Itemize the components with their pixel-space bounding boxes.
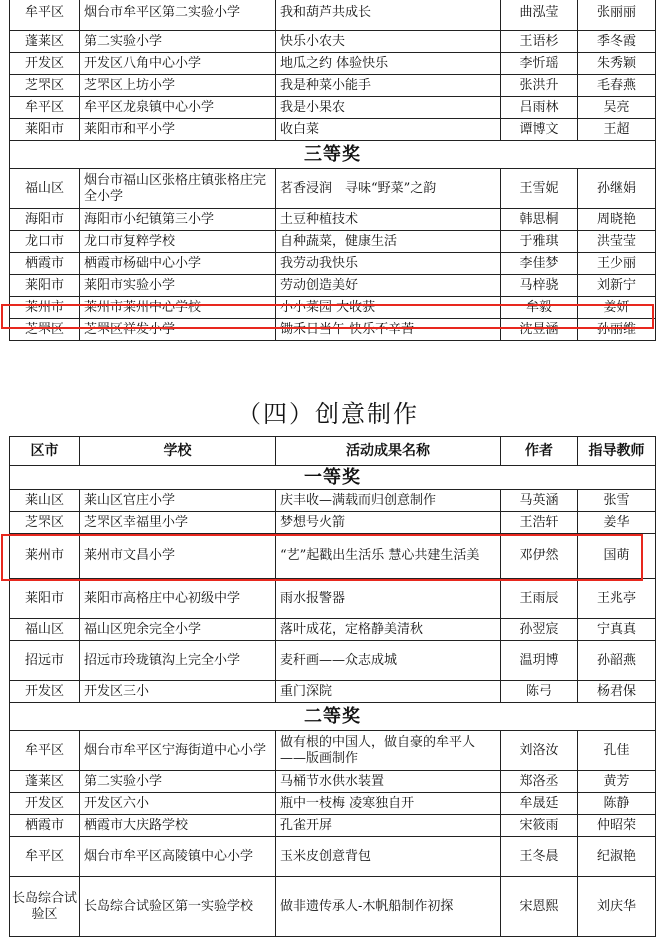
header-district: 区市: [10, 437, 80, 466]
teacher-cell: 王超: [578, 119, 656, 141]
district-cell: 开发区: [10, 793, 80, 815]
table-row: [10, 771, 656, 793]
table-row: [10, 319, 656, 341]
school-cell: 第二实验小学: [80, 771, 276, 793]
teacher-cell: 王兆亭: [578, 579, 656, 619]
author-cell: 温玥博: [501, 641, 578, 681]
title-cell: 落叶成花，定格静美清秋: [276, 619, 501, 641]
table-row: [10, 253, 656, 275]
title-cell: 梦想号火箭: [276, 512, 501, 534]
header-author: 作者: [501, 437, 578, 466]
author-cell: 张洪升: [501, 75, 578, 97]
teacher-cell: 张雪: [578, 490, 656, 512]
district-cell: 莱州市: [10, 534, 80, 579]
section-title: （四）创意制作: [237, 400, 419, 428]
table-row: [10, 490, 656, 512]
teacher-cell: 姜妍: [578, 297, 656, 319]
teacher-cell: 宁真真: [578, 619, 656, 641]
district-cell: 牟平区: [10, 97, 80, 119]
awards-table-creative: [9, 436, 656, 937]
table-row: [10, 119, 656, 141]
district-cell: 莱州市: [10, 297, 80, 319]
district-cell: 莱阳市: [10, 119, 80, 141]
title-cell: 重门深院: [276, 681, 501, 703]
school-cell: 牟平区龙泉镇中心小学: [80, 97, 276, 119]
school-cell: 莱州市莱州中心学校: [80, 297, 276, 319]
table-row: [10, 297, 656, 319]
title-cell: 瓶中一枝梅 凌寒独自开: [276, 793, 501, 815]
school-cell: 海阳市小纪镇第三小学: [80, 209, 276, 231]
table-row: [10, 209, 656, 231]
title-cell: 孔雀开屏: [276, 815, 501, 837]
author-cell: 王浩轩: [501, 512, 578, 534]
table-row: [10, 534, 656, 579]
award-section-row: [10, 703, 656, 731]
table-row: [10, 837, 656, 877]
district-cell: 蓬莱区: [10, 771, 80, 793]
author-cell: 陈弓: [501, 681, 578, 703]
teacher-cell: 孙丽维: [578, 319, 656, 341]
author-cell: 于雅琪: [501, 231, 578, 253]
district-cell: 牟平区: [10, 837, 80, 877]
teacher-cell: 朱秀颖: [578, 53, 656, 75]
school-cell: 开发区三小: [80, 681, 276, 703]
teacher-cell: 季冬霞: [578, 31, 656, 53]
teacher-cell: 周晓艳: [578, 209, 656, 231]
district-cell: 福山区: [10, 169, 80, 209]
teacher-cell: 杨君保: [578, 681, 656, 703]
district-cell: 芝罘区: [10, 319, 80, 341]
table-row: [10, 169, 656, 209]
header-title: 活动成果名称: [276, 437, 501, 466]
district-cell: 芝罘区: [10, 75, 80, 97]
school-cell: 烟台市牟平区高陵镇中心小学: [80, 837, 276, 877]
author-cell: 韩思桐: [501, 209, 578, 231]
author-cell: 孙翌宸: [501, 619, 578, 641]
teacher-cell: 孙继娟: [578, 169, 656, 209]
title-cell: 我是种菜小能手: [276, 75, 501, 97]
table-row: [10, 681, 656, 703]
author-cell: 王冬晨: [501, 837, 578, 877]
teacher-cell: 吴亮: [578, 97, 656, 119]
district-cell: 莱阳市: [10, 275, 80, 297]
title-cell: 小小菜园 大收获: [276, 297, 501, 319]
title-cell: 茗香浸润 寻味“野菜”之韵: [276, 169, 501, 209]
author-cell: 王雪妮: [501, 169, 578, 209]
table-row: [10, 877, 656, 937]
title-cell: 雨水报警器: [276, 579, 501, 619]
teacher-cell: 孙韶燕: [578, 641, 656, 681]
district-cell: 开发区: [10, 681, 80, 703]
award-level-label: 二等奖: [10, 703, 656, 731]
teacher-cell: 毛春燕: [578, 75, 656, 97]
school-cell: 莱阳市实验小学: [80, 275, 276, 297]
award-level-label: 三等奖: [10, 141, 656, 169]
table-row: [10, 275, 656, 297]
teacher-cell: 洪莹莹: [578, 231, 656, 253]
author-cell: 郑洛丞: [501, 771, 578, 793]
district-cell: 龙口市: [10, 231, 80, 253]
table-row: [10, 641, 656, 681]
author-cell: 曲泓莹: [501, 0, 578, 31]
author-cell: 谭博文: [501, 119, 578, 141]
header-teacher: 指导教师: [578, 437, 656, 466]
title-cell: 收白菜: [276, 119, 501, 141]
school-cell: 开发区八角中心小学: [80, 53, 276, 75]
table-row: [10, 731, 656, 771]
teacher-cell: 黄芳: [578, 771, 656, 793]
author-cell: 李忻瑶: [501, 53, 578, 75]
header-school: 学校: [80, 437, 276, 466]
school-cell: 栖霞市杨础中心小学: [80, 253, 276, 275]
table-row: [10, 53, 656, 75]
author-cell: 刘洛汝: [501, 731, 578, 771]
table-row: [10, 231, 656, 253]
title-cell: 做非遗传承人-木帆船制作初探: [276, 877, 501, 937]
table-row: [10, 31, 656, 53]
district-cell: 莱山区: [10, 490, 80, 512]
district-cell: 福山区: [10, 619, 80, 641]
district-cell: 海阳市: [10, 209, 80, 231]
table-row: [10, 0, 656, 31]
table-header-row: [10, 437, 656, 466]
award-section-row: [10, 466, 656, 490]
teacher-cell: 姜华: [578, 512, 656, 534]
table-row: [10, 815, 656, 837]
author-cell: 牟毅: [501, 297, 578, 319]
title-cell: 庆丰收—满载而归创意制作: [276, 490, 501, 512]
table-row: [10, 579, 656, 619]
title-cell: 锄禾日当午 快乐不辛苦: [276, 319, 501, 341]
title-cell: 土豆种植技术: [276, 209, 501, 231]
table-row: [10, 512, 656, 534]
teacher-cell: 国萌: [578, 534, 656, 579]
award-section-row: [10, 141, 656, 169]
school-cell: 长岛综合试验区第一实验学校: [80, 877, 276, 937]
title-cell: 麦秆画——众志成城: [276, 641, 501, 681]
awards-table-top: [9, 0, 656, 341]
author-cell: 宋筱雨: [501, 815, 578, 837]
title-cell: 马桶节水供水装置: [276, 771, 501, 793]
teacher-cell: 仲昭荣: [578, 815, 656, 837]
author-cell: 王雨辰: [501, 579, 578, 619]
teacher-cell: 刘庆华: [578, 877, 656, 937]
school-cell: 芝罘区幸福里小学: [80, 512, 276, 534]
school-cell: 龙口市复粹学校: [80, 231, 276, 253]
title-cell: 我和葫芦共成长: [276, 0, 501, 31]
teacher-cell: 张丽丽: [578, 0, 656, 31]
school-cell: 莱州市文昌小学: [80, 534, 276, 579]
award-level-label: 一等奖: [10, 466, 656, 490]
author-cell: 吕雨林: [501, 97, 578, 119]
district-cell: 栖霞市: [10, 253, 80, 275]
school-cell: 烟台市牟平区第二实验小学: [80, 0, 276, 31]
table-row: [10, 97, 656, 119]
district-cell: 长岛综合试验区: [10, 877, 80, 937]
teacher-cell: 王少丽: [578, 253, 656, 275]
district-cell: 开发区: [10, 53, 80, 75]
author-cell: 马英涵: [501, 490, 578, 512]
title-cell: 快乐小农夫: [276, 31, 501, 53]
title-cell: 劳动创造美好: [276, 275, 501, 297]
title-cell: “艺”起戳出生活乐 慧心共建生活美: [276, 534, 501, 579]
teacher-cell: 刘新宁: [578, 275, 656, 297]
school-cell: 招远市玲珑镇沟上完全小学: [80, 641, 276, 681]
school-cell: 芝罘区祥发小学: [80, 319, 276, 341]
school-cell: 第二实验小学: [80, 31, 276, 53]
school-cell: 芝罘区上坊小学: [80, 75, 276, 97]
teacher-cell: 纪淑艳: [578, 837, 656, 877]
title-cell: 我劳动我快乐: [276, 253, 501, 275]
district-cell: 招远市: [10, 641, 80, 681]
author-cell: 李佳梦: [501, 253, 578, 275]
district-cell: 牟平区: [10, 731, 80, 771]
district-cell: 栖霞市: [10, 815, 80, 837]
school-cell: 莱山区官庄小学: [80, 490, 276, 512]
school-cell: 烟台市福山区张格庄镇张格庄完全小学: [80, 169, 276, 209]
author-cell: 马梓骁: [501, 275, 578, 297]
author-cell: 王语杉: [501, 31, 578, 53]
table-row: [10, 793, 656, 815]
title-cell: 地瓜之约 体验快乐: [276, 53, 501, 75]
district-cell: 蓬莱区: [10, 31, 80, 53]
school-cell: 福山区兜余完全小学: [80, 619, 276, 641]
school-cell: 栖霞市大庆路学校: [80, 815, 276, 837]
district-cell: 芝罘区: [10, 512, 80, 534]
title-cell: 做有根的中国人，做自豪的牟平人——版画制作: [276, 731, 501, 771]
district-cell: 莱阳市: [10, 579, 80, 619]
author-cell: 牟晟廷: [501, 793, 578, 815]
title-cell: 玉米皮创意背包: [276, 837, 501, 877]
author-cell: 沈昱涵: [501, 319, 578, 341]
teacher-cell: 孔佳: [578, 731, 656, 771]
table-row: [10, 619, 656, 641]
school-cell: 开发区六小: [80, 793, 276, 815]
teacher-cell: 陈静: [578, 793, 656, 815]
district-cell: 牟平区: [10, 0, 80, 31]
author-cell: 宋恩熙: [501, 877, 578, 937]
school-cell: 莱阳市和平小学: [80, 119, 276, 141]
school-cell: 莱阳市高格庄中心初级中学: [80, 579, 276, 619]
school-cell: 烟台市牟平区宁海街道中心小学: [80, 731, 276, 771]
title-cell: 我是小果农: [276, 97, 501, 119]
title-cell: 自种蔬菜，健康生活: [276, 231, 501, 253]
author-cell: 邓伊然: [501, 534, 578, 579]
table-row: [10, 75, 656, 97]
